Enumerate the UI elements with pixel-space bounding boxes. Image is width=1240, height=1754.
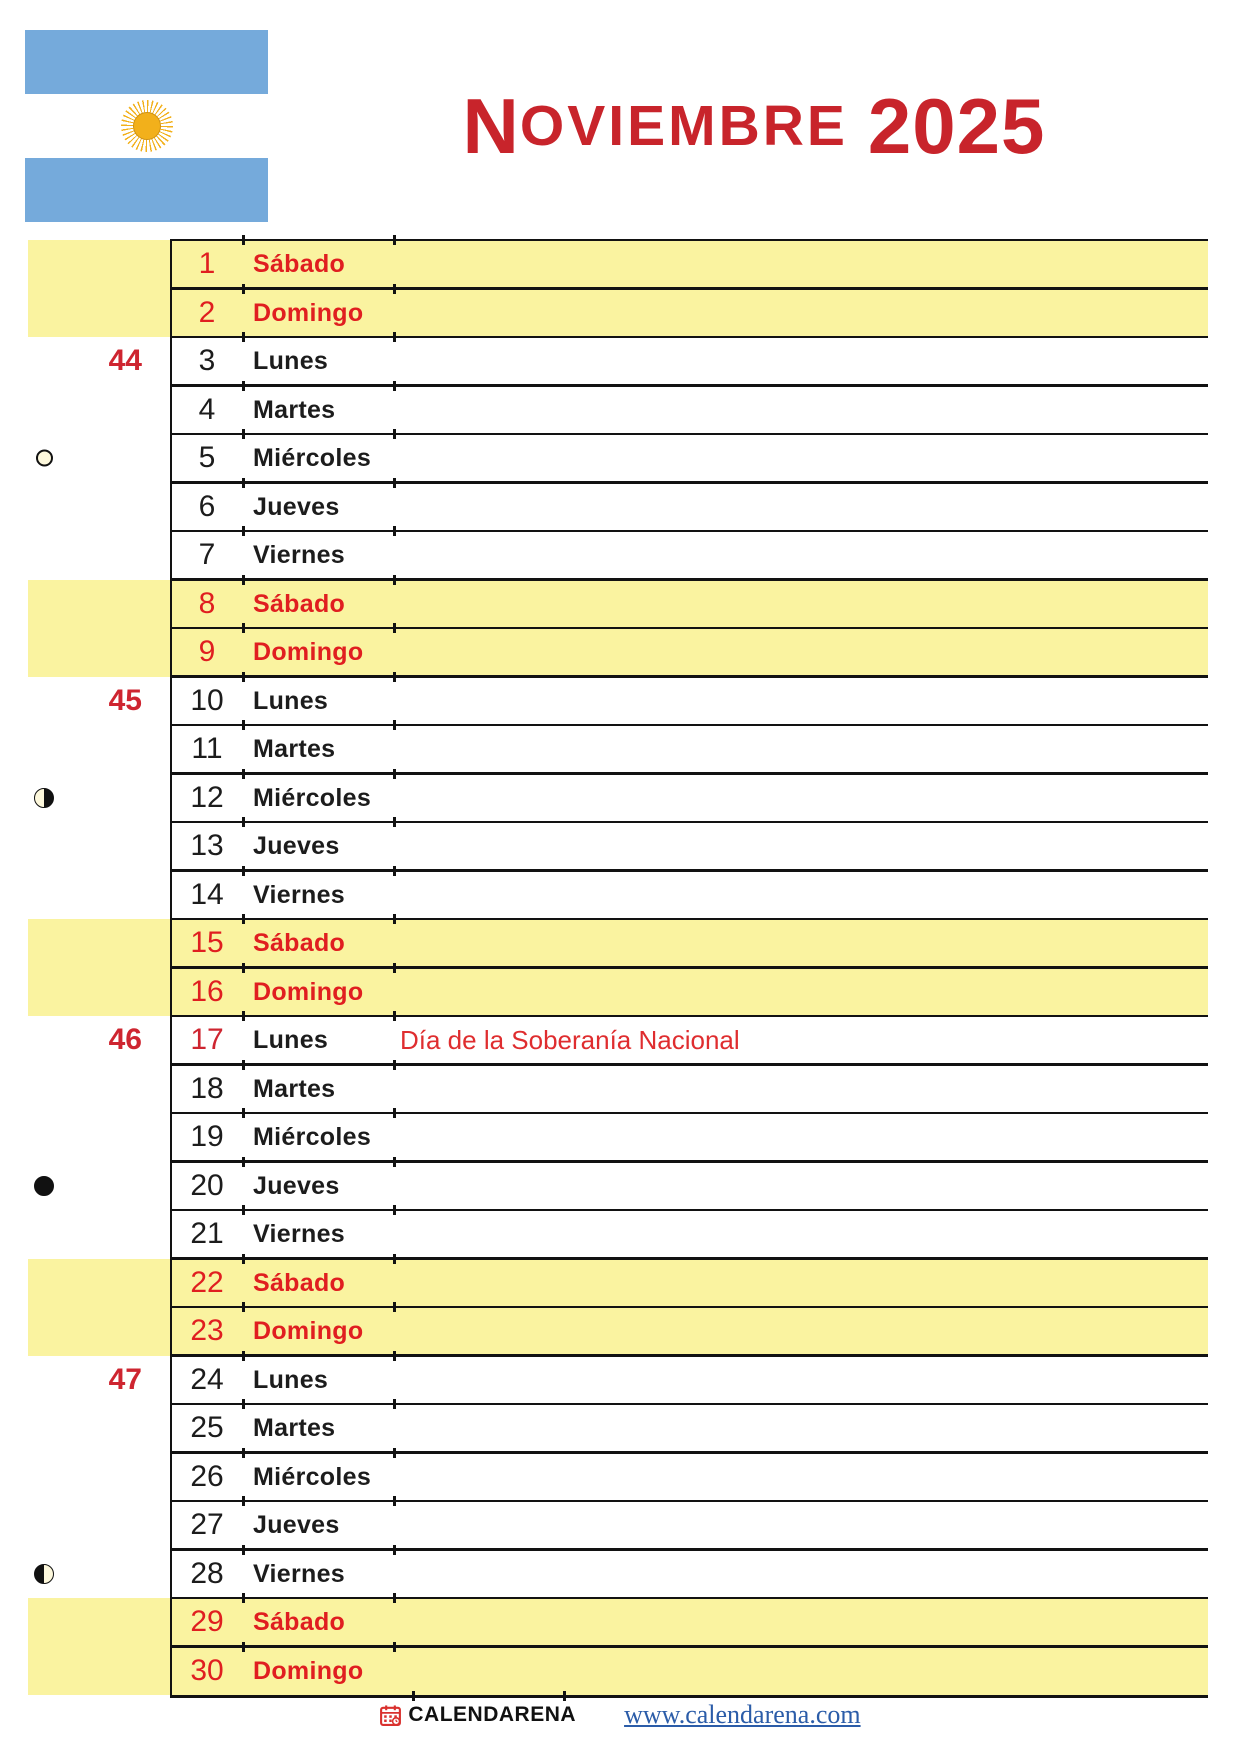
column-tick [393, 1496, 396, 1506]
day-name: Martes [253, 395, 336, 424]
day-name: Sábado [253, 589, 346, 618]
day-name: Jueves [253, 1171, 340, 1200]
column-tick [242, 817, 245, 827]
day-number: 10 [190, 683, 224, 717]
day-number: 6 [198, 489, 216, 523]
column-tick [393, 1157, 396, 1167]
day-name: Lunes [253, 686, 329, 715]
day-number: 21 [190, 1217, 224, 1250]
column-tick [242, 332, 245, 342]
week-number: 44 [108, 344, 142, 377]
day-name: Martes [253, 735, 336, 763]
day-number: 16 [190, 974, 224, 1008]
calendar-row [0, 677, 1240, 726]
column-tick [242, 1545, 245, 1555]
day-number: 20 [190, 1168, 224, 1202]
page-title [268, 30, 1240, 222]
day-name: Lunes [253, 1026, 329, 1054]
day-name: Viernes [253, 1559, 345, 1588]
column-tick [393, 1545, 396, 1555]
day-name: Miércoles [253, 1123, 372, 1151]
column-tick [393, 575, 396, 585]
day-number: 22 [190, 1265, 224, 1299]
flag-stripe-top [25, 30, 268, 94]
calendar-row [0, 1453, 1240, 1502]
holiday-label: Día de la Soberanía Nacional [400, 1025, 740, 1055]
calendar-row [0, 871, 1240, 920]
day-number: 25 [190, 1411, 224, 1444]
title-initial: N [462, 81, 520, 170]
day-name: Lunes [253, 347, 329, 375]
day-name: Jueves [253, 492, 340, 521]
calendar-row [0, 434, 1240, 483]
day-name: Miércoles [253, 783, 372, 812]
column-tick [393, 866, 396, 876]
calendar-row [0, 822, 1240, 871]
column-tick [393, 1108, 396, 1118]
calendar-row [0, 1065, 1240, 1114]
column-tick [393, 623, 396, 633]
day-number: 15 [190, 926, 224, 959]
footer [0, 1700, 1240, 1730]
calendar-row [0, 1307, 1240, 1356]
column-tick [242, 1060, 245, 1070]
full-moon-icon [36, 450, 53, 467]
calendar-row [0, 968, 1240, 1017]
brand-logo [379, 1703, 576, 1727]
day-name: Martes [253, 1074, 336, 1103]
calendar-row [0, 337, 1240, 386]
day-name: Domingo [253, 638, 364, 666]
day-number: 19 [190, 1120, 224, 1153]
column-tick [393, 1642, 396, 1652]
column-tick [393, 1448, 396, 1458]
column-tick [242, 1448, 245, 1458]
column-tick [242, 914, 245, 924]
column-tick [242, 1108, 245, 1118]
day-number: 7 [198, 538, 216, 571]
day-number: 24 [190, 1362, 224, 1396]
column-tick [563, 1691, 566, 1701]
column-tick [393, 1205, 396, 1215]
column-tick [393, 1011, 396, 1021]
day-number: 1 [198, 247, 216, 280]
sun-core [133, 112, 161, 140]
column-tick [393, 332, 396, 342]
column-tick [242, 235, 245, 245]
day-number: 5 [198, 441, 216, 474]
day-number: 30 [190, 1653, 224, 1687]
calendar-row [0, 531, 1240, 580]
column-tick [393, 914, 396, 924]
last-quarter-moon-icon [34, 788, 54, 808]
day-number: 4 [198, 392, 216, 426]
day-number: 8 [198, 586, 216, 620]
brand-name: CALENDARENA [408, 1703, 577, 1726]
column-tick [242, 963, 245, 973]
calendar-row [0, 725, 1240, 774]
day-number: 27 [190, 1508, 224, 1541]
calendar-row [0, 919, 1240, 968]
week-number: 46 [108, 1023, 142, 1056]
column-tick [393, 1302, 396, 1312]
day-name: Viernes [253, 880, 345, 909]
day-name: Domingo [253, 298, 364, 327]
day-number: 9 [198, 635, 216, 668]
week-number: 45 [108, 683, 142, 717]
day-name: Miércoles [253, 444, 372, 472]
column-tick [242, 1302, 245, 1312]
calendar-row [0, 289, 1240, 338]
calendar-rows [0, 240, 1240, 1695]
day-number: 18 [190, 1071, 224, 1105]
column-tick [393, 1351, 396, 1361]
calendar-row [0, 386, 1240, 435]
argentina-flag [25, 30, 268, 222]
column-tick [393, 963, 396, 973]
column-tick [393, 381, 396, 391]
day-name: Viernes [253, 1220, 345, 1248]
column-tick [393, 1593, 396, 1603]
column-tick [242, 720, 245, 730]
calendar-row [0, 580, 1240, 629]
day-number: 2 [198, 295, 216, 329]
column-tick [393, 1399, 396, 1409]
column-tick [242, 672, 245, 682]
calendar-row [0, 1113, 1240, 1162]
column-tick [393, 284, 396, 294]
day-name: Domingo [253, 977, 364, 1006]
column-tick [242, 1593, 245, 1603]
day-number: 12 [190, 780, 224, 814]
calendar-row [0, 1259, 1240, 1308]
calendar-row [0, 483, 1240, 532]
calendar-row [0, 1501, 1240, 1550]
table-bottom-border [170, 1695, 1208, 1698]
column-tick [242, 478, 245, 488]
column-tick [393, 769, 396, 779]
day-name: Martes [253, 1414, 336, 1442]
column-tick [393, 429, 396, 439]
calendar-row [0, 1016, 1240, 1065]
day-name: Domingo [253, 1656, 364, 1685]
calendar-row [0, 240, 1240, 289]
day-number: 28 [190, 1556, 224, 1590]
column-tick [242, 1642, 245, 1652]
calendar-row [0, 1210, 1240, 1259]
day-name: Jueves [253, 1511, 340, 1539]
column-tick [242, 1011, 245, 1021]
column-tick [242, 526, 245, 536]
day-number: 29 [190, 1605, 224, 1638]
day-number: 26 [190, 1459, 224, 1493]
column-tick [393, 720, 396, 730]
column-tick [393, 526, 396, 536]
day-name: Domingo [253, 1317, 364, 1345]
column-tick [393, 817, 396, 827]
column-tick [242, 1205, 245, 1215]
column-tick [242, 1496, 245, 1506]
column-tick [393, 1060, 396, 1070]
column-tick [242, 575, 245, 585]
column-tick [393, 235, 396, 245]
column-tick [393, 478, 396, 488]
first-quarter-moon-icon [34, 1564, 54, 1584]
day-name: Lunes [253, 1365, 329, 1394]
title-year: 2025 [867, 81, 1046, 170]
week-number: 47 [108, 1362, 142, 1396]
column-tick [242, 866, 245, 876]
column-tick [242, 1254, 245, 1264]
day-name: Sábado [253, 250, 346, 278]
day-number: 23 [190, 1314, 224, 1347]
title-month: OVIEMBRE [519, 94, 848, 158]
day-number: 11 [191, 732, 223, 765]
new-moon-icon [34, 1176, 54, 1196]
calendar-row [0, 1550, 1240, 1599]
website-link[interactable]: www.calendarena.com [624, 1700, 861, 1729]
calendar-row [0, 628, 1240, 677]
calendar-row [0, 1647, 1240, 1696]
calendar-row [0, 774, 1240, 823]
day-name: Sábado [253, 1268, 346, 1297]
column-tick [242, 623, 245, 633]
column-tick [412, 1691, 415, 1701]
column-tick [242, 1157, 245, 1167]
column-tick [242, 1351, 245, 1361]
day-number: 14 [190, 877, 224, 911]
calendar-row [0, 1162, 1240, 1211]
day-name: Sábado [253, 1608, 346, 1636]
column-tick [393, 1254, 396, 1264]
column-tick [242, 284, 245, 294]
day-number: 13 [190, 829, 224, 862]
column-tick [242, 381, 245, 391]
flag-stripe-bottom [25, 158, 268, 222]
column-tick [393, 672, 396, 682]
day-name: Sábado [253, 929, 346, 957]
sun-of-may-icon [121, 100, 173, 152]
calendar-row [0, 1356, 1240, 1405]
calendar-row [0, 1404, 1240, 1453]
column-tick [242, 429, 245, 439]
day-name: Miércoles [253, 1462, 372, 1491]
calendar-icon [379, 1704, 402, 1727]
column-tick [242, 1399, 245, 1409]
column-tick [242, 769, 245, 779]
day-number: 17 [190, 1023, 224, 1056]
day-name: Jueves [253, 832, 340, 860]
day-name: Viernes [253, 541, 345, 569]
day-number: 3 [198, 344, 216, 377]
calendar-row [0, 1598, 1240, 1647]
